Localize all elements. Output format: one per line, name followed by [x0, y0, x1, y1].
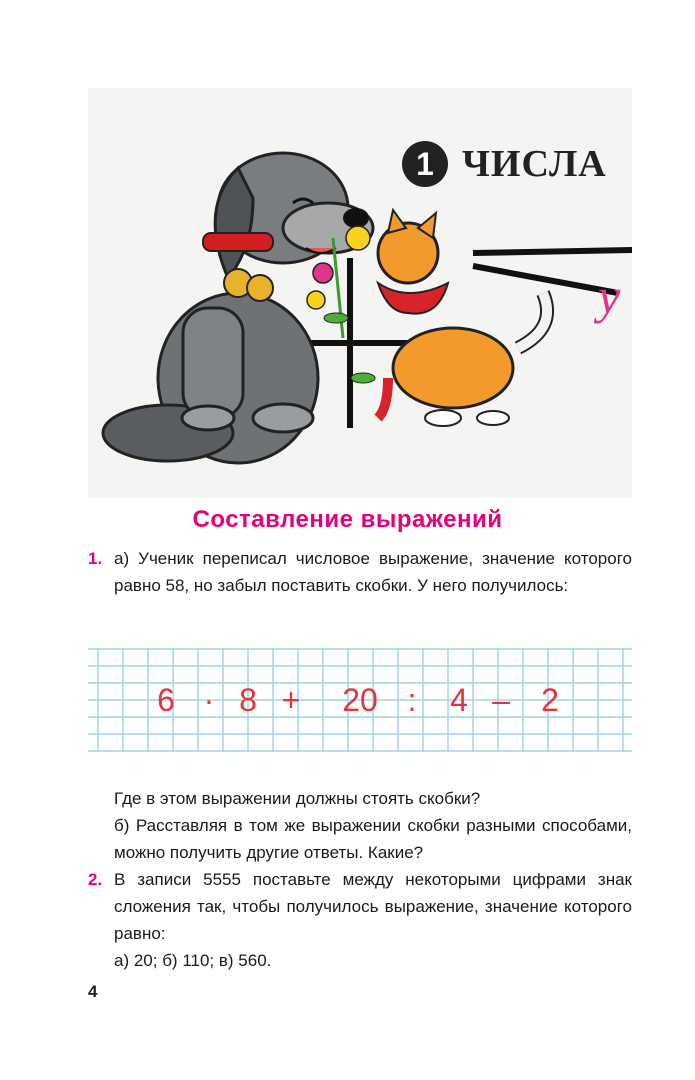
expression-token: – [492, 682, 510, 718]
section-title: Составление выражений [192, 506, 503, 533]
task-1-part-b-text: б) Расставляя в том же выражении скобки разными способами, можно получить другие ответы. Какие? [114, 816, 632, 862]
expression-token: 8 [239, 682, 257, 718]
expression-token: 6 [157, 682, 175, 718]
expression-token: 4 [450, 682, 468, 718]
math-expression [88, 648, 632, 752]
expression-token: · [203, 682, 215, 718]
chapter-number-badge: 1 [402, 141, 448, 187]
task-2 [88, 866, 632, 974]
task-2-text: В записи 5555 поставьте между некоторыми цифрами знак сложения так, чтобы получилось выражение, значение которого равно: [114, 870, 632, 943]
task-1-continued [88, 785, 632, 866]
task-2-number: 2. [88, 870, 103, 889]
task-1-question: Где в этом выражении должны стоять скобки? [114, 789, 481, 808]
task-2-answers: а) 20; б) 110; в) 560. [114, 951, 272, 970]
page-number: 4 [88, 982, 98, 1001]
expression-token: + [281, 682, 301, 718]
task-1-part-a-text: а) Ученик переписал числовое выражение, значение которого равно 58, но забыл поставить скобки. У него получилось: [114, 549, 632, 595]
cat-illustration [378, 210, 547, 426]
expression-token: 20 [342, 682, 378, 718]
chapter-heading [402, 140, 607, 188]
expression-token: 2 [541, 682, 559, 718]
dog-illustration [103, 153, 373, 463]
expression-grid [88, 648, 632, 752]
variable-y-letter: y [598, 268, 621, 324]
chapter-title: ЧИСЛА [462, 143, 607, 185]
expression-token: : [407, 682, 417, 718]
task-1-number: 1. [88, 549, 103, 568]
task-1 [88, 545, 632, 599]
